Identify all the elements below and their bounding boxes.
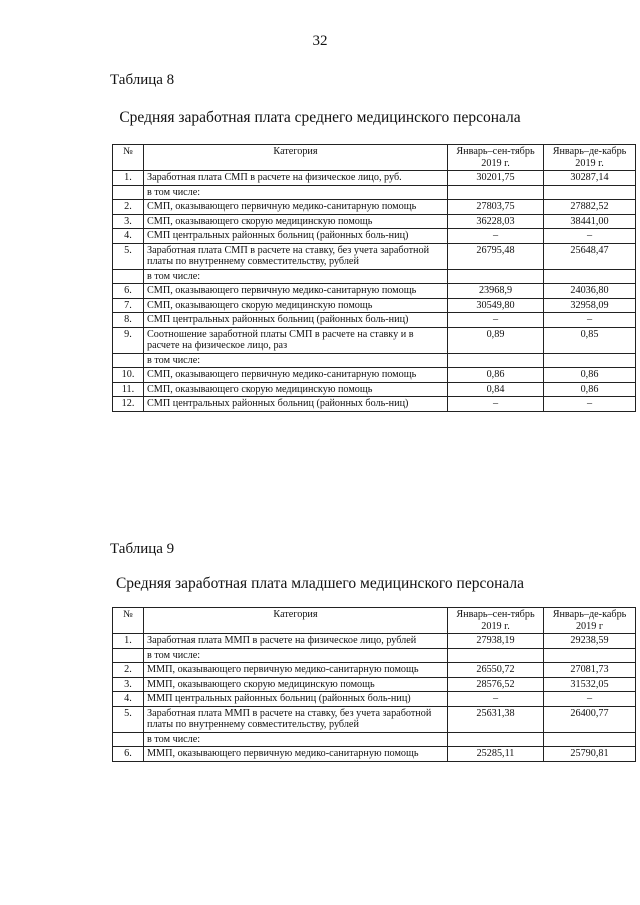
row-value-period-2: 27081,73 [544, 663, 636, 678]
table-row [113, 706, 636, 732]
table-row [113, 677, 636, 692]
table-8-label: Таблица 8 [110, 72, 175, 88]
row-value-period-1: 26795,48 [448, 243, 544, 269]
table-row [113, 747, 636, 762]
row-value-period-2 [544, 185, 636, 200]
row-category: Соотношение заработной платы СМП в расчете на ставку и в расчете на физическое лицо, раз [144, 327, 448, 353]
row-category: в том числе: [144, 648, 448, 663]
row-number: 6. [113, 284, 144, 299]
row-number: 12. [113, 397, 144, 412]
table-row [113, 269, 636, 284]
row-number [113, 732, 144, 747]
row-number: 7. [113, 298, 144, 313]
row-number [113, 353, 144, 368]
table-9 [112, 607, 636, 762]
row-value-period-2 [544, 353, 636, 368]
row-category: Заработная плата ММП в расчете на физическое лицо, рублей [144, 634, 448, 649]
row-category: в том числе: [144, 732, 448, 747]
row-value-period-2 [544, 648, 636, 663]
row-number [113, 185, 144, 200]
row-value-period-2: 25790,81 [544, 747, 636, 762]
row-value-period-1: – [448, 313, 544, 328]
row-value-period-1: 36228,03 [448, 214, 544, 229]
row-value-period-1: 0,84 [448, 382, 544, 397]
row-category: в том числе: [144, 269, 448, 284]
row-number: 1. [113, 634, 144, 649]
row-number: 9. [113, 327, 144, 353]
row-value-period-1: 30201,75 [448, 171, 544, 186]
row-category: в том числе: [144, 185, 448, 200]
row-number: 8. [113, 313, 144, 328]
row-value-period-2: 38441,00 [544, 214, 636, 229]
row-category: Заработная плата СМП в расчете на ставку, без учета заработной платы по внутреннему совместительству, рублей [144, 243, 448, 269]
row-category: СМП, оказывающего первичную медико-санитарную помощь [144, 368, 448, 383]
row-value-period-1: 23968,9 [448, 284, 544, 299]
table-row [113, 382, 636, 397]
table-row [113, 634, 636, 649]
table-row [113, 327, 636, 353]
table-row [113, 214, 636, 229]
row-number: 11. [113, 382, 144, 397]
row-category: СМП, оказывающего скорую медицинскую помощь [144, 382, 448, 397]
row-value-period-2: 0,86 [544, 368, 636, 383]
row-category: Заработная плата ММП в расчете на ставку, без учета заработной платы по внутреннему совместительству, рублей [144, 706, 448, 732]
row-value-period-2: 0,85 [544, 327, 636, 353]
table-row [113, 353, 636, 368]
row-value-period-1: 0,86 [448, 368, 544, 383]
table-row [113, 368, 636, 383]
table-row [113, 185, 636, 200]
row-category: СМП центральных районных больниц (районных боль-ниц) [144, 397, 448, 412]
row-value-period-1: 0,89 [448, 327, 544, 353]
row-value-period-1 [448, 353, 544, 368]
row-value-period-1: 28576,52 [448, 677, 544, 692]
table-row [113, 243, 636, 269]
row-number: 3. [113, 214, 144, 229]
row-category: в том числе: [144, 353, 448, 368]
table-row [113, 171, 636, 186]
row-category: СМП, оказывающего скорую медицинскую помощь [144, 214, 448, 229]
table-row [113, 313, 636, 328]
table-row [113, 397, 636, 412]
row-value-period-2: 26400,77 [544, 706, 636, 732]
row-number: 3. [113, 677, 144, 692]
row-number [113, 648, 144, 663]
row-value-period-2: 27882,52 [544, 200, 636, 215]
row-number: 5. [113, 706, 144, 732]
row-category: СМП, оказывающего первичную медико-санитарную помощь [144, 284, 448, 299]
table-8-title: Средняя заработная плата среднего медицинского персонала [119, 109, 521, 126]
row-number: 10. [113, 368, 144, 383]
row-value-period-2: 31532,05 [544, 677, 636, 692]
row-value-period-2 [544, 732, 636, 747]
page-number: 32 [312, 33, 328, 49]
row-value-period-1: – [448, 397, 544, 412]
row-category: ММП, оказывающего первичную медико-санитарную помощь [144, 747, 448, 762]
row-number: 4. [113, 692, 144, 707]
row-value-period-1 [448, 732, 544, 747]
row-number: 4. [113, 229, 144, 244]
row-value-period-1 [448, 648, 544, 663]
row-value-period-1: 27938,19 [448, 634, 544, 649]
row-category: СМП, оказывающего скорую медицинскую помощь [144, 298, 448, 313]
row-value-period-2: 25648,47 [544, 243, 636, 269]
header-period-1: Январь–сен-тябрь 2019 г. [448, 608, 544, 634]
table-8 [112, 144, 636, 412]
header-category: Категория [144, 608, 448, 634]
table-9-title: Средняя заработная плата младшего медицинского персонала [115, 575, 525, 592]
row-value-period-2 [544, 269, 636, 284]
row-category: ММП, оказывающего первичную медико-санитарную помощь [144, 663, 448, 678]
table-9-label: Таблица 9 [110, 541, 175, 557]
row-value-period-2: 29238,59 [544, 634, 636, 649]
row-value-period-2: – [544, 313, 636, 328]
row-value-period-1: 26550,72 [448, 663, 544, 678]
row-category: ММП центральных районных больниц (районных боль-ниц) [144, 692, 448, 707]
row-category: СМП центральных районных больниц (районных боль-ниц) [144, 229, 448, 244]
row-value-period-2: – [544, 692, 636, 707]
header-category: Категория [144, 145, 448, 171]
header-period-1: Январь–сен-тябрь 2019 г. [448, 145, 544, 171]
row-value-period-2: – [544, 397, 636, 412]
row-value-period-1 [448, 185, 544, 200]
table-row [113, 298, 636, 313]
row-value-period-1 [448, 269, 544, 284]
row-value-period-1: – [448, 229, 544, 244]
header-period-2: Январь–де-кабрь 2019 г. [544, 145, 636, 171]
row-value-period-2: 32958,09 [544, 298, 636, 313]
row-category: ММП, оказывающего скорую медицинскую помощь [144, 677, 448, 692]
table-row [113, 663, 636, 678]
row-value-period-2: 0,86 [544, 382, 636, 397]
row-number: 2. [113, 663, 144, 678]
row-category: СМП центральных районных больниц (районных боль-ниц) [144, 313, 448, 328]
table-header-row [113, 608, 636, 634]
row-value-period-1: 25285,11 [448, 747, 544, 762]
header-number: № [113, 145, 144, 171]
table-row [113, 692, 636, 707]
table-row [113, 229, 636, 244]
row-value-period-2: – [544, 229, 636, 244]
row-number [113, 269, 144, 284]
row-value-period-1: 30549,80 [448, 298, 544, 313]
row-category: Заработная плата СМП в расчете на физическое лицо, руб. [144, 171, 448, 186]
row-value-period-1: 25631,38 [448, 706, 544, 732]
row-value-period-2: 24036,80 [544, 284, 636, 299]
row-value-period-2: 30287,14 [544, 171, 636, 186]
row-number: 2. [113, 200, 144, 215]
row-number: 1. [113, 171, 144, 186]
table-row [113, 732, 636, 747]
table-row [113, 284, 636, 299]
row-value-period-1: 27803,75 [448, 200, 544, 215]
row-number: 5. [113, 243, 144, 269]
row-category: СМП, оказывающего первичную медико-санитарную помощь [144, 200, 448, 215]
table-row [113, 648, 636, 663]
header-number: № [113, 608, 144, 634]
row-number: 6. [113, 747, 144, 762]
table-row [113, 200, 636, 215]
row-value-period-1: – [448, 692, 544, 707]
header-period-2: Январь–де-кабрь 2019 г [544, 608, 636, 634]
table-header-row [113, 145, 636, 171]
